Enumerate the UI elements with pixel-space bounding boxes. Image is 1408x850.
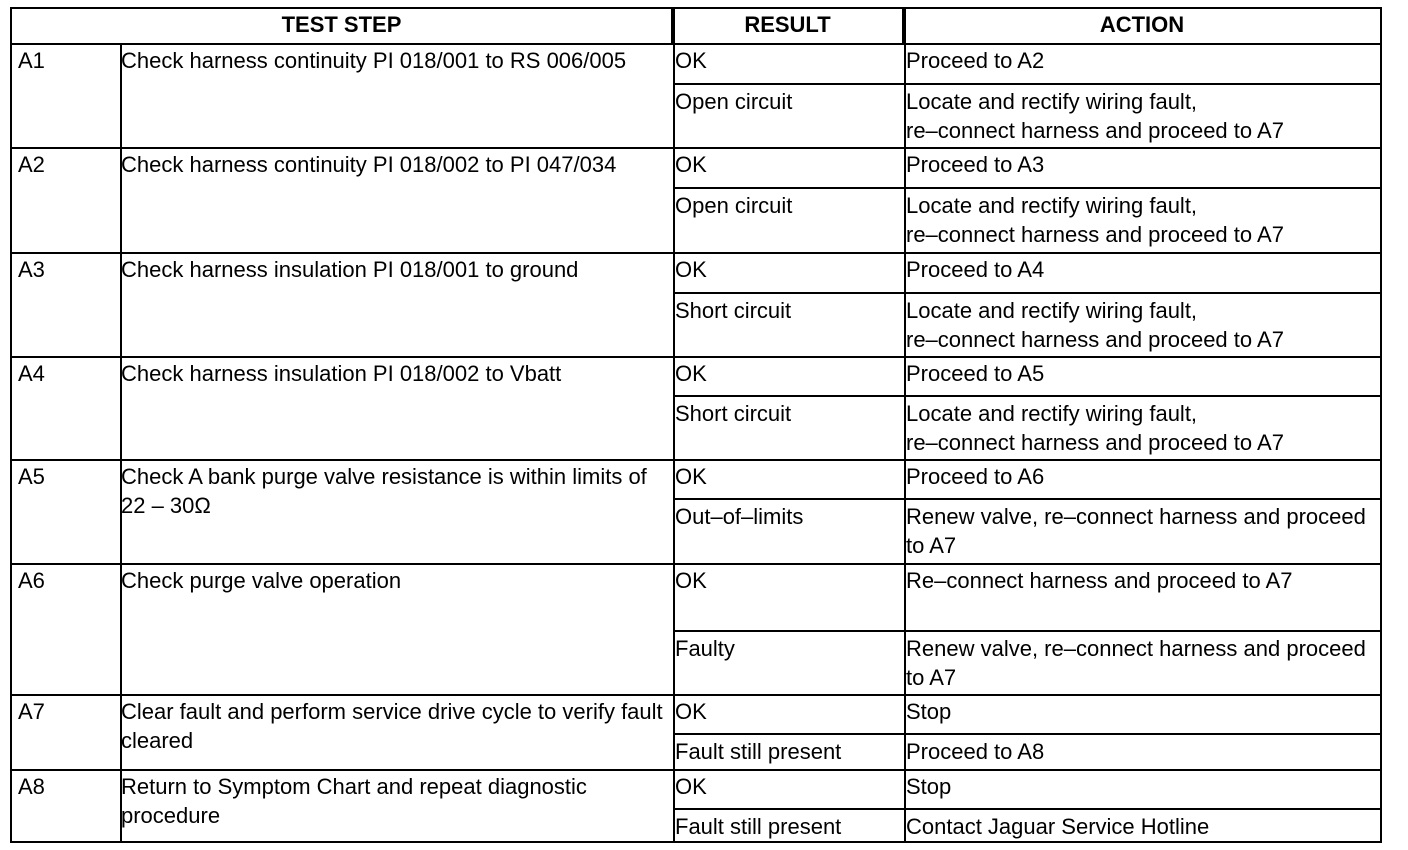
header-divider	[12, 43, 1380, 45]
result-cell: OK	[675, 48, 707, 73]
row-divider	[12, 769, 1380, 771]
step-id: A6	[18, 568, 45, 593]
outcome-divider	[673, 395, 1380, 397]
result-cell: Open circuit	[675, 193, 793, 218]
result-cell: OK	[675, 257, 707, 282]
outcome-divider	[673, 187, 1380, 189]
result-cell: Fault still present	[675, 814, 842, 839]
result-cell: Open circuit	[675, 89, 793, 114]
diagnostic-table	[10, 7, 1382, 843]
step-id: A5	[18, 464, 45, 489]
header-test-step: TEST STEP	[12, 9, 673, 45]
row-divider	[12, 252, 1380, 254]
result-cell: Fault still present	[675, 739, 842, 764]
result-cell: Out–of–limits	[675, 504, 804, 529]
action-cell: Locate and rectify wiring fault, re–connect harness and proceed to A7	[906, 401, 1284, 455]
result-cell: OK	[675, 152, 707, 177]
result-cell: OK	[675, 464, 707, 489]
result-cell: OK	[675, 568, 707, 593]
action-cell: Proceed to A6	[906, 464, 1045, 489]
step-description: Check A bank purge valve resistance is within limits of 22 – 30Ω	[121, 464, 653, 518]
action-cell: Proceed to A4	[906, 257, 1045, 282]
outcome-divider	[673, 808, 1380, 810]
action-cell: Proceed to A2	[906, 48, 1045, 73]
step-id: A2	[18, 152, 45, 177]
outcome-divider	[673, 733, 1380, 735]
row-divider	[12, 459, 1380, 461]
step-id: A8	[18, 774, 45, 799]
step-description: Check harness continuity PI 018/001 to RS 006/005	[121, 48, 627, 73]
step-description: Return to Symptom Chart and repeat diagnostic procedure	[121, 774, 594, 828]
outcome-divider	[673, 83, 1380, 85]
step-id: A7	[18, 699, 45, 724]
result-cell: Faulty	[675, 636, 735, 661]
action-cell: Stop	[906, 699, 952, 724]
action-cell: Contact Jaguar Service Hotline	[906, 814, 1210, 839]
outcome-divider	[673, 292, 1380, 294]
header-action: ACTION	[1099, 12, 1185, 37]
step-description: Check harness continuity PI 018/002 to PI 047/034	[121, 152, 617, 177]
action-cell: Re–connect harness and proceed to A7	[906, 568, 1293, 593]
row-divider	[12, 147, 1380, 149]
step-description: Check purge valve operation	[121, 568, 402, 593]
action-cell: Proceed to A8	[906, 739, 1045, 764]
step-id: A1	[18, 48, 45, 73]
step-id: A4	[18, 361, 45, 386]
action-cell: Proceed to A5	[906, 361, 1045, 386]
result-cell: Short circuit	[675, 298, 792, 323]
action-cell: Renew valve, re–connect harness and proceed to A7	[906, 504, 1372, 558]
step-description: Check harness insulation PI 018/002 to Vbatt	[121, 361, 562, 386]
action-cell: Proceed to A3	[906, 152, 1045, 177]
step-description: Check harness insulation PI 018/001 to ground	[121, 257, 579, 282]
outcome-divider	[673, 498, 1380, 500]
action-cell: Stop	[906, 774, 952, 799]
result-cell: OK	[675, 699, 707, 724]
row-divider	[12, 694, 1380, 696]
result-cell: OK	[675, 361, 707, 386]
step-id: A3	[18, 257, 45, 282]
outcome-divider	[673, 630, 1380, 632]
step-description: Clear fault and perform service drive cycle to verify fault cleared	[121, 699, 669, 753]
result-cell: OK	[675, 774, 707, 799]
action-cell: Renew valve, re–connect harness and proceed to A7	[906, 636, 1372, 690]
action-cell: Locate and rectify wiring fault, re–connect harness and proceed to A7	[906, 193, 1284, 247]
header-result: RESULT	[673, 9, 904, 45]
result-cell: Short circuit	[675, 401, 792, 426]
row-divider	[12, 356, 1380, 358]
row-divider	[12, 563, 1380, 565]
action-cell: Locate and rectify wiring fault, re–connect harness and proceed to A7	[906, 298, 1284, 352]
action-cell: Locate and rectify wiring fault, re–connect harness and proceed to A7	[906, 89, 1284, 143]
